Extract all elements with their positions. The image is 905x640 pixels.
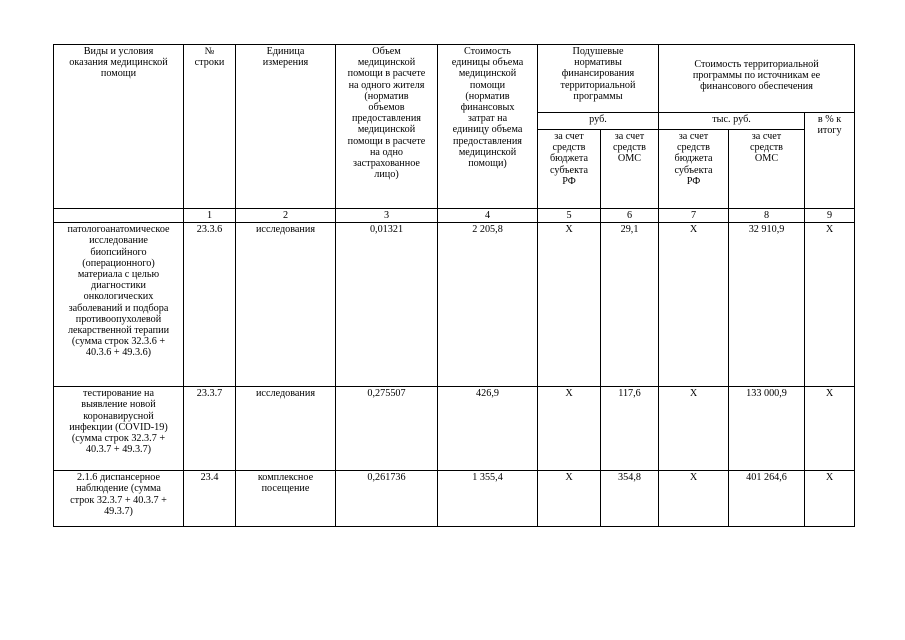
header-unit: Единица измерения bbox=[236, 45, 336, 209]
row-volume: 0,01321 bbox=[336, 223, 438, 387]
row-pc-oms: 117,6 bbox=[601, 387, 659, 471]
row-kind: тестирование на выявление новой коронавирусной инфекции (COVID-19) (сумма строк 32.3.7 + 40.3.7 + 49.3.7) bbox=[54, 387, 184, 471]
row-percent: Х bbox=[805, 387, 855, 471]
financing-table bbox=[53, 44, 855, 527]
column-number-empty bbox=[54, 209, 184, 223]
header-volume: Объем медицинской помощи в расчете на одного жителя (норматив объемов предоставления медицинской помощи в расчете на одно застрахованное лицо) bbox=[336, 45, 438, 209]
header-rub: руб. bbox=[538, 113, 659, 130]
column-number: 6 bbox=[601, 209, 659, 223]
row-tc-oms: 133 000,9 bbox=[729, 387, 805, 471]
table-row bbox=[54, 223, 855, 387]
column-number: 5 bbox=[538, 209, 601, 223]
column-number: 4 bbox=[438, 209, 538, 223]
row-kind: патологоанатомическое исследование биопсийного (операционного) материала с целью диагностики онкологических заболеваний и подбора противоопухолевой лекарственной терапии (сумма строк 32.3.6 + 40.3.6 + 49.3.6) bbox=[54, 223, 184, 387]
row-tc-budget: Х bbox=[659, 471, 729, 527]
row-pc-budget: Х bbox=[538, 223, 601, 387]
column-number: 2 bbox=[236, 209, 336, 223]
row-number: 23.3.6 bbox=[184, 223, 236, 387]
row-pc-budget: Х bbox=[538, 471, 601, 527]
column-number: 3 bbox=[336, 209, 438, 223]
row-volume: 0,275507 bbox=[336, 387, 438, 471]
row-pc-budget: Х bbox=[538, 387, 601, 471]
row-tc-oms: 401 264,6 bbox=[729, 471, 805, 527]
row-unit: комплексное посещение bbox=[236, 471, 336, 527]
row-cost: 2 205,8 bbox=[438, 223, 538, 387]
row-percent: Х bbox=[805, 471, 855, 527]
header-thous-rub: тыс. руб. bbox=[659, 113, 805, 130]
column-number: 7 bbox=[659, 209, 729, 223]
row-pc-oms: 29,1 bbox=[601, 223, 659, 387]
column-number: 8 bbox=[729, 209, 805, 223]
row-pc-oms: 354,8 bbox=[601, 471, 659, 527]
header-budget-rf-2: за счет средств бюджета субъекта РФ bbox=[659, 130, 729, 209]
row-number: 23.3.7 bbox=[184, 387, 236, 471]
table-row bbox=[54, 471, 855, 527]
header-kinds: Виды и условия оказания медицинской помощи bbox=[54, 45, 184, 209]
row-unit: исследования bbox=[236, 223, 336, 387]
header-row-no: № строки bbox=[184, 45, 236, 209]
header-territorial-cost: Стоимость территориальной программы по источникам ее финансового обеспечения bbox=[659, 45, 855, 113]
row-volume: 0,261736 bbox=[336, 471, 438, 527]
header-oms: за счет средств ОМС bbox=[601, 130, 659, 209]
row-tc-budget: Х bbox=[659, 387, 729, 471]
header-budget-rf: за счет средств бюджета субъекта РФ bbox=[538, 130, 601, 209]
column-number: 1 bbox=[184, 209, 236, 223]
header-per-capita: Подушевые нормативы финансирования территориальной программы bbox=[538, 45, 659, 113]
table-row bbox=[54, 387, 855, 471]
row-percent: Х bbox=[805, 223, 855, 387]
row-kind: 2.1.6 диспансерное наблюдение (сумма строк 32.3.7 + 40.3.7 + 49.3.7) bbox=[54, 471, 184, 527]
row-unit: исследования bbox=[236, 387, 336, 471]
row-tc-budget: Х bbox=[659, 223, 729, 387]
row-tc-oms: 32 910,9 bbox=[729, 223, 805, 387]
header-oms-2: за счет средств ОМС bbox=[729, 130, 805, 209]
row-cost: 426,9 bbox=[438, 387, 538, 471]
header-percent: в % к итогу bbox=[805, 113, 855, 209]
header-cost: Стоимость единицы объема медицинской помощи (норматив финансовых затрат на единицу объема предоставления медицинской помощи) bbox=[438, 45, 538, 209]
column-number: 9 bbox=[805, 209, 855, 223]
row-cost: 1 355,4 bbox=[438, 471, 538, 527]
row-number: 23.4 bbox=[184, 471, 236, 527]
